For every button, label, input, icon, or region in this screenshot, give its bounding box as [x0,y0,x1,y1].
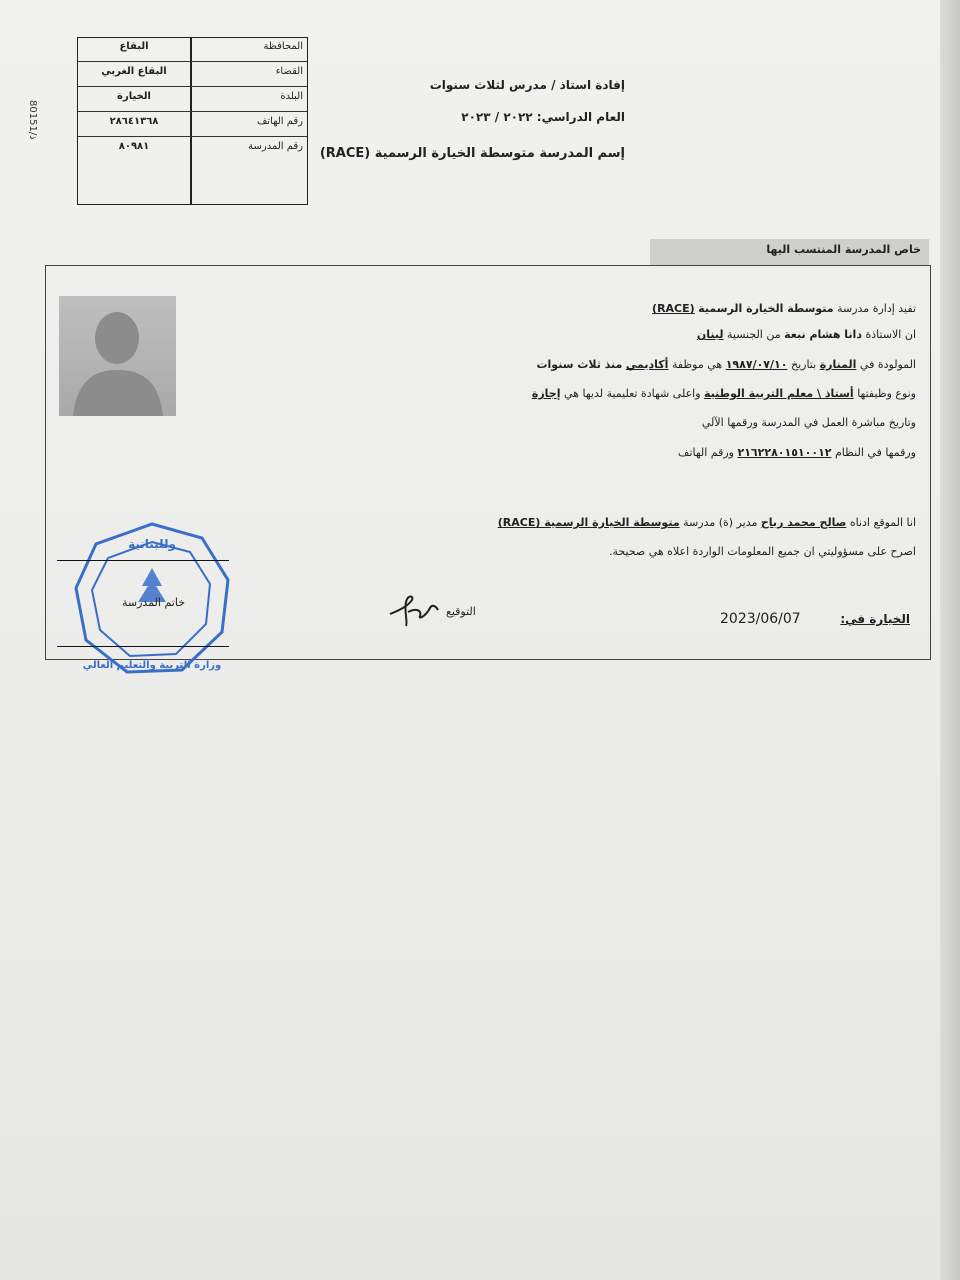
page-edge [940,0,960,1280]
side-code: ذ/80151 [27,100,38,140]
stamp-text-bottom: وزارة التربية والتعليم العالي [82,660,222,671]
body-line-7: انا الموقع ادناه صالح محمد رباح مدير (ة) مدرسة متوسطة الخيارة الرسمية (RACE) [497,516,916,529]
body-line-1: تفيد إدارة مدرسة متوسطة الخيارة الرسمية (RACE) [652,302,916,315]
body-line-6: ورقمها في النظام ٢١٦٢٢٨٠١٥١٠٠١٢ ورقم الهاتف [678,446,916,459]
signature-mark [386,592,442,628]
body-line-2: ان الاستاذة دانا هشام نبعة من الجنسية لبنان [696,328,916,341]
stamp-label: خاتم المدرسة [122,596,185,609]
stamp-line-top [57,560,229,561]
school-info-table [77,37,308,205]
body-line-4: ونوع وظيفتها أستاذ \ معلم التربية الوطنية واعلى شهادة تعليمية لديها هي إجازة [531,387,916,400]
info-row-school-number: رقم المدرسة ٨٠٩٨١ [118,141,303,152]
photo-placeholder [59,296,176,416]
academic-year: العام الدراسي: ٢٠٢٢ / ٢٠٢٣ [461,110,625,124]
date-value: 2023/06/07 [720,611,801,627]
body-line-5: وتاريخ مباشرة العمل في المدرسة ورقمها الآلي [701,416,916,429]
info-row-district: القضاء البقاع الغربي [78,63,307,87]
doc-title: إفادة استاذ / مدرس لثلاث سنوات [429,78,625,92]
body-line-3: المولودة في المنارة بتاريخ ١٩٨٧/٠٧/١٠ هي موظفة أكاديمي منذ ثلاث سنوات [536,358,916,371]
section-banner: خاص المدرسة المنتسب اليها [650,239,929,265]
date-label: الخيارة في: [840,612,910,626]
info-row-governorate: المحافظة البقاع [78,38,307,62]
signature-label: التوقيع [446,605,476,618]
school-name: إسم المدرسة متوسطة الخيارة الرسمية (RACE) [319,146,625,161]
info-row-phone: رقم الهاتف ٢٨٦٤١٣٦٨ [78,113,307,137]
body-line-8: اصرح على مسؤوليتي ان جميع المعلومات الواردة اعلاه هي صحيحة. [608,545,916,558]
stamp-line-bottom [57,646,229,647]
stamp-text-top: وللبنانية [128,537,176,551]
info-row-town: البلدة الخيارة [78,88,307,112]
